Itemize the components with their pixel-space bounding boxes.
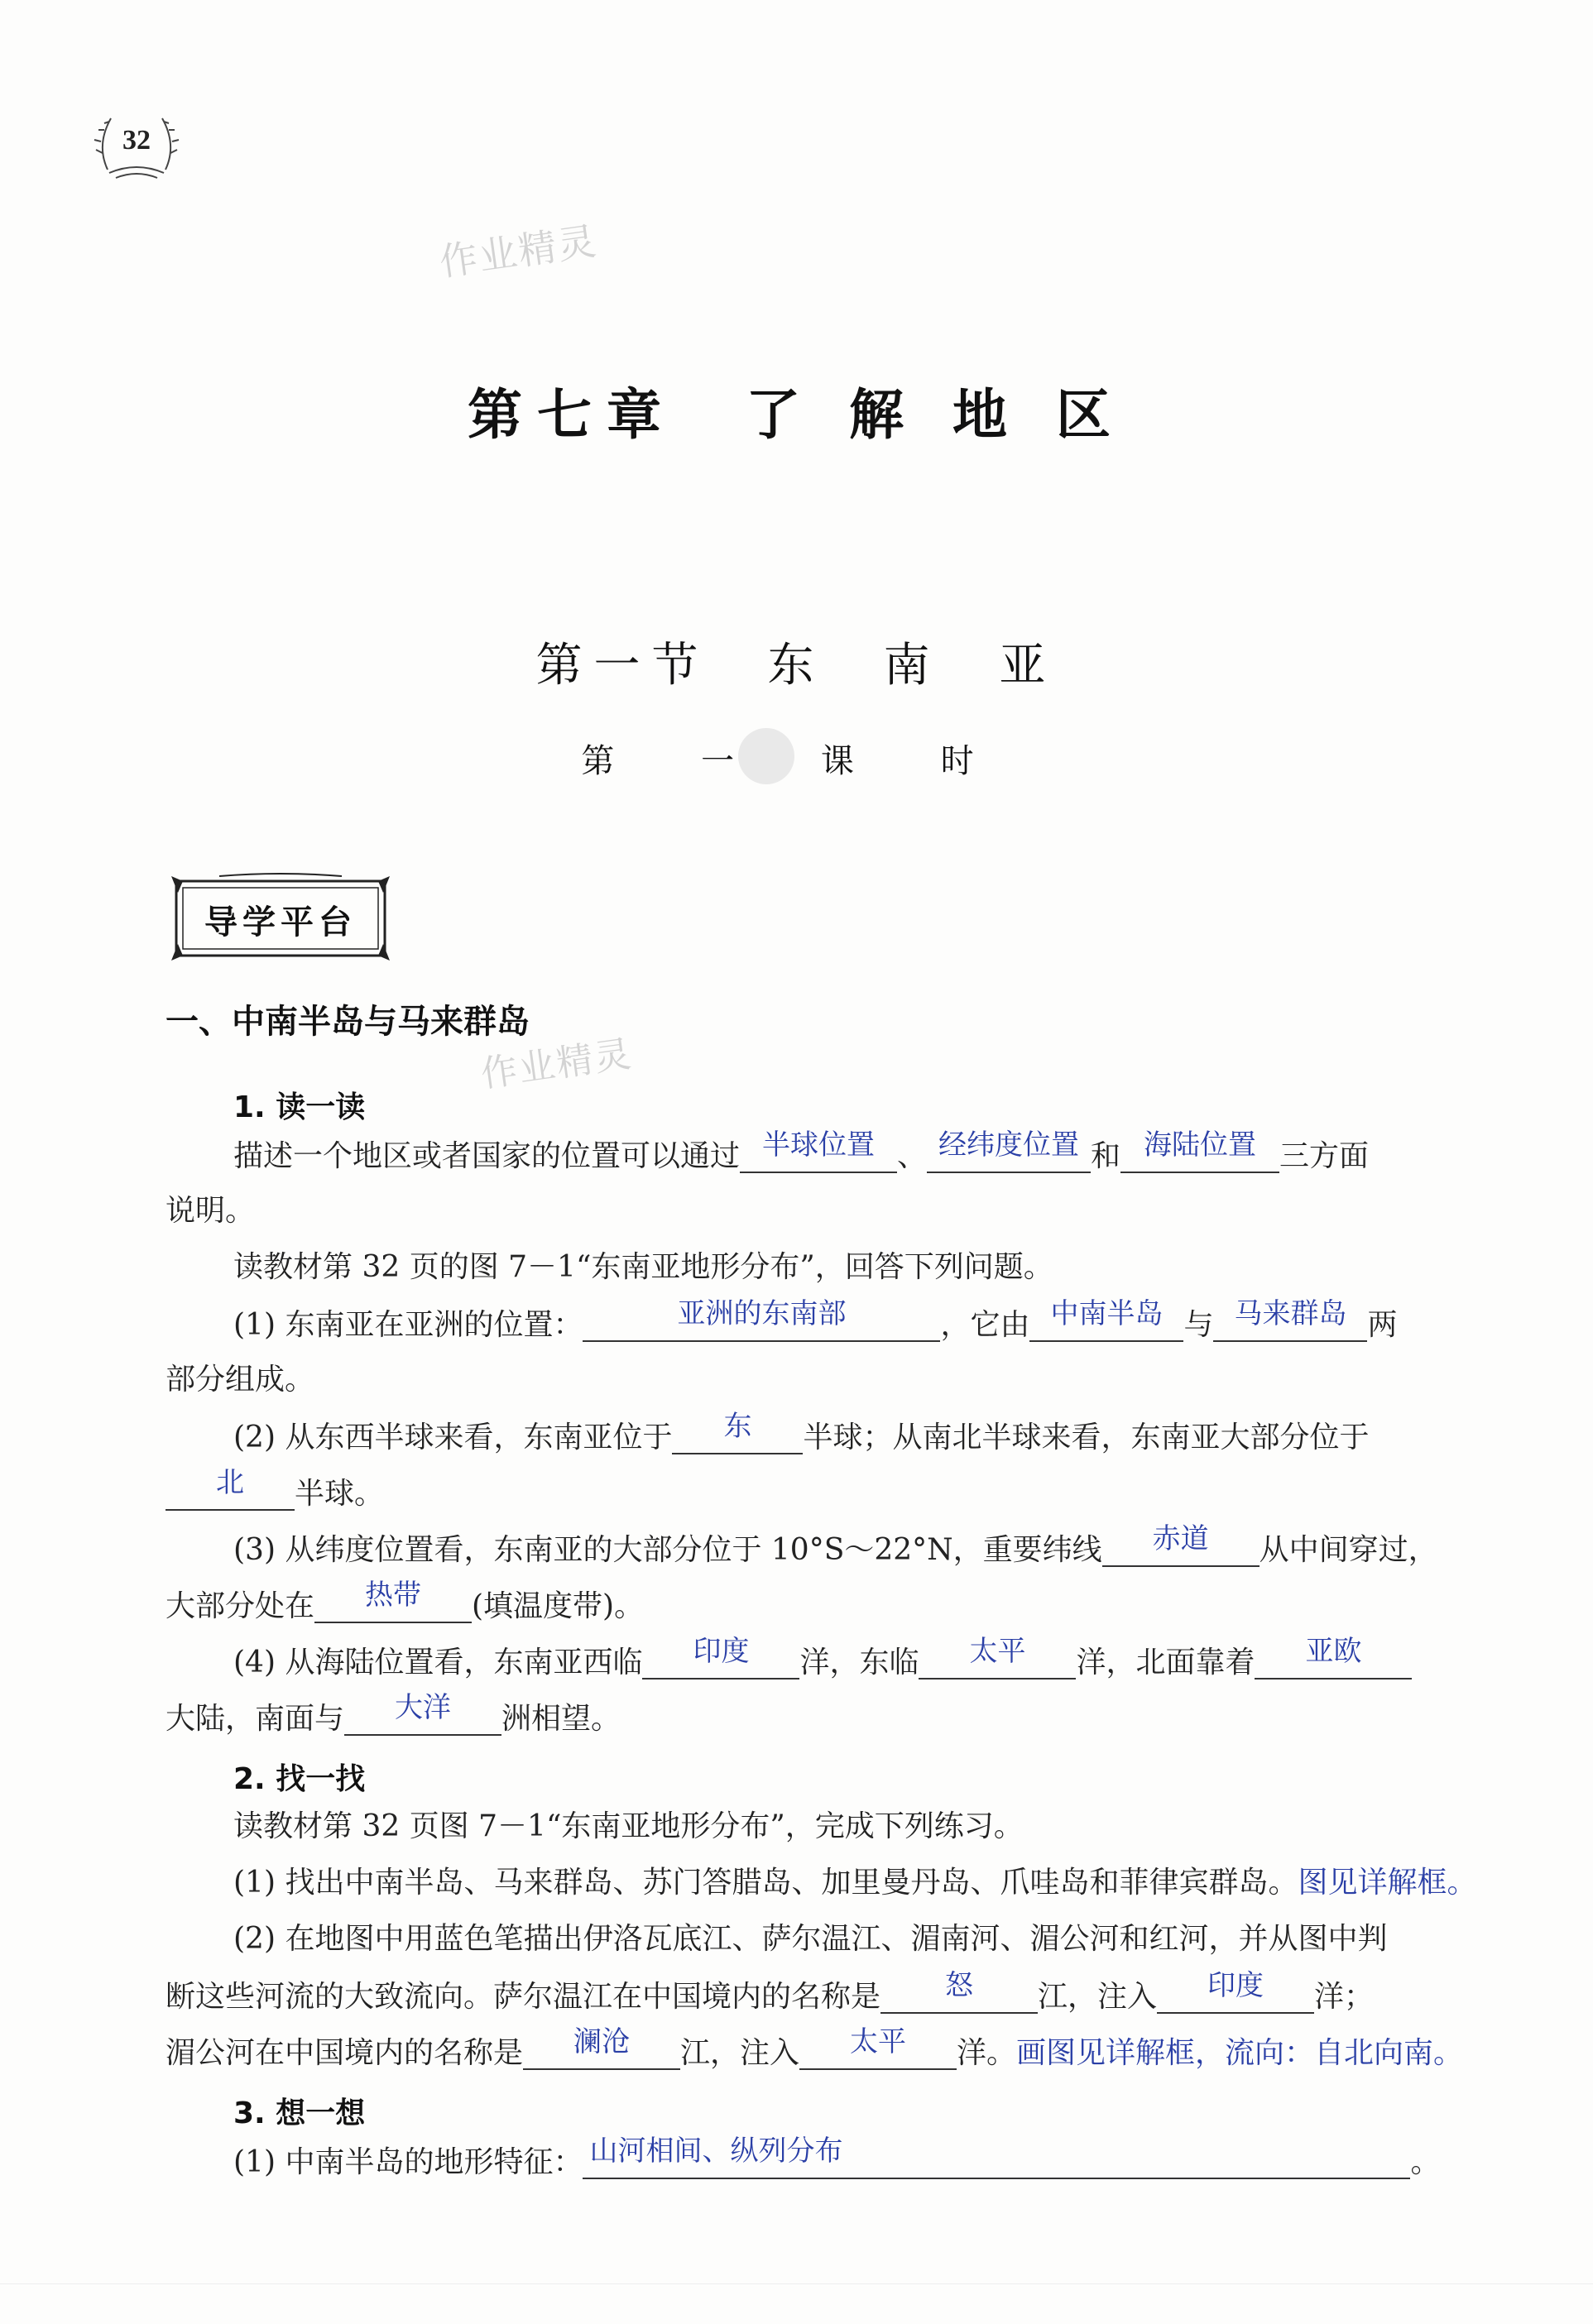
text-line: (2) 在地图中用蓝色笔描出伊洛瓦底江、萨尔温江、湄南河、湄公河和红河，并从图中判 [233, 1922, 1388, 1956]
answer: 经纬度位置 [938, 1128, 1080, 1162]
answer-blank [344, 1691, 501, 1736]
answer-blank [166, 1466, 295, 1511]
text: (2) 从东西半球来看，东南亚位于 [233, 1421, 673, 1454]
text-line [233, 1866, 1476, 1900]
answer: 山河相间、纵列分布 [589, 2135, 843, 2168]
text: (填温度带)。 [472, 1589, 645, 1623]
answer: 大洋 [395, 1691, 452, 1724]
answer-blank [880, 1969, 1038, 2014]
section-title: 第一节 东 南 亚 [535, 639, 1058, 692]
answer-blank [1102, 1522, 1260, 1567]
answer-blank [1213, 1297, 1367, 1342]
page-edge [0, 2283, 1593, 2284]
answer-blank [1029, 1297, 1183, 1342]
chapter-title: 第七章 了 解 地 区 [468, 383, 1125, 447]
guide-platform-label: 导学平台 [204, 903, 357, 942]
text: 从中间穿过， [1259, 1533, 1438, 1567]
text-line [166, 1466, 385, 1511]
answer: 半球位置 [762, 1128, 876, 1162]
text-line: 读教材第 32 页图 7－1“东南亚地形分布”，完成下列练习。 [233, 1809, 1024, 1843]
text-line [233, 1635, 1412, 1680]
answer-blank [583, 1297, 940, 1342]
text-line [233, 1128, 1370, 1173]
think-heading: 3. 想一想 [233, 2096, 366, 2130]
text: 三方面 [1279, 1139, 1370, 1173]
answer: 海陆位置 [1144, 1128, 1257, 1162]
answer-blank [1120, 1128, 1279, 1173]
text: (1) 东南亚在亚洲的位置： [233, 1308, 583, 1342]
text-line [233, 2135, 1441, 2179]
text: (1) 找出中南半岛、马来群岛、苏门答腊岛、加里曼丹岛、爪哇岛和菲律宾群岛。 [233, 1866, 1298, 1900]
answer: 亚洲的东南部 [677, 1297, 847, 1330]
text: (4) 从海陆位置看，东南亚西临 [233, 1646, 643, 1680]
text-line: 说明。 [166, 1194, 256, 1228]
lesson-title: 第 一 课 时 [581, 742, 1012, 780]
text: 洲相望。 [501, 1702, 621, 1736]
answer: 马来群岛 [1234, 1297, 1347, 1330]
text: 洋，北面靠着 [1076, 1646, 1255, 1680]
text: 湄公河在中国境内的名称是 [166, 2036, 524, 2070]
text: 两 [1367, 1308, 1398, 1342]
answer-blank [642, 1635, 799, 1680]
text: 描述一个地区或者国家的位置可以通过 [233, 1139, 741, 1173]
answer: 印度 [1207, 1969, 1264, 2002]
answer: 北 [216, 1466, 244, 1499]
text: 断这些河流的大致流向。萨尔温江在中国境内的名称是 [166, 1980, 881, 2014]
answer: 太平 [850, 2025, 907, 2058]
answer-blank [672, 1410, 803, 1454]
answer: 热带 [365, 1579, 422, 1612]
text: 。 [1410, 2145, 1441, 2179]
answer-blank [523, 2025, 680, 2070]
text-line [233, 1522, 1438, 1567]
answer: 图见详解框。 [1298, 1866, 1477, 1900]
page-number-badge [91, 103, 182, 186]
text: 江，注入 [1038, 1980, 1158, 2014]
part1-heading: 一、中南半岛与马来群岛 [166, 1003, 530, 1041]
text-line [166, 1579, 645, 1623]
text: 、 [897, 1139, 928, 1173]
answer-blank [927, 1128, 1091, 1173]
answer-blank [314, 1579, 472, 1623]
text: 大陆，南面与 [166, 1702, 345, 1736]
find-heading: 2. 找一找 [233, 1762, 366, 1796]
text: 半球；从南北半球来看，东南亚大部分位于 [803, 1421, 1370, 1454]
answer: 澜沧 [573, 2025, 631, 2058]
answer-blank [740, 1128, 897, 1173]
text-line [233, 1297, 1398, 1342]
answer-blank [1157, 1969, 1314, 2014]
answer: 怒 [945, 1969, 974, 2002]
answer: 中南半岛 [1050, 1297, 1164, 1330]
answer-blank [1255, 1635, 1412, 1680]
text: 江，注入 [680, 2036, 800, 2070]
text-line: 读教材第 32 页的图 7－1“东南亚地形分布”，回答下列问题。 [233, 1250, 1053, 1284]
answer-blank [919, 1635, 1076, 1680]
answer: 画图见详解框，流向：自北向南。 [1016, 2036, 1464, 2070]
answer-blank [799, 2025, 957, 2070]
text-line [166, 2025, 1464, 2070]
text: 大部分处在 [166, 1589, 315, 1623]
text: 洋。 [957, 2036, 1017, 2070]
answer: 印度 [693, 1635, 750, 1668]
answer: 太平 [969, 1635, 1026, 1668]
text: 和 [1091, 1139, 1121, 1173]
watermark: 作业精灵 [436, 218, 601, 285]
answer: 赤道 [1152, 1522, 1209, 1555]
page-number: 32 [122, 125, 151, 156]
text: (3) 从纬度位置看，东南亚的大部分位于 10°S～22°N，重要纬线 [233, 1533, 1102, 1567]
answer-blank [583, 2135, 1410, 2179]
text-line: 部分组成。 [166, 1363, 315, 1397]
text: ，它由 [940, 1308, 1030, 1342]
read-heading: 1. 读一读 [233, 1090, 366, 1124]
text-line [166, 1969, 1375, 2014]
text: 半球。 [295, 1477, 385, 1511]
guide-platform-box [170, 873, 391, 964]
answer: 东 [723, 1410, 752, 1443]
text-line [166, 1691, 621, 1736]
text: 洋； [1314, 1980, 1375, 2014]
text: 与 [1183, 1308, 1214, 1342]
text: (1) 中南半岛的地形特征： [233, 2145, 583, 2179]
answer: 亚欧 [1305, 1635, 1362, 1668]
text: 洋，东临 [799, 1646, 919, 1680]
watermark: 作业精灵 [477, 1033, 636, 1096]
text-line [233, 1410, 1370, 1454]
